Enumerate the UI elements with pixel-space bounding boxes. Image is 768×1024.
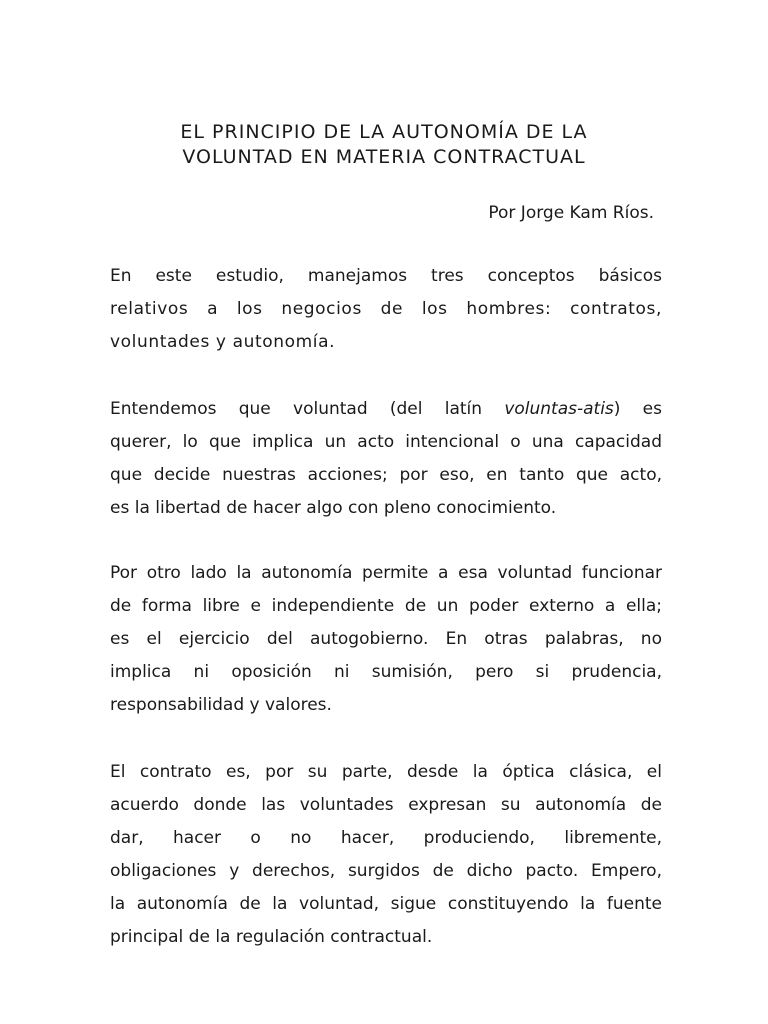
- paragraph-line: acuerdo donde las voluntades expresan su autonomía de: [110, 795, 662, 815]
- paragraph-3: [110, 557, 662, 722]
- author-byline: Por Jorge Kam Ríos.: [488, 203, 654, 223]
- paragraph-line: principal de la regulación contractual.: [110, 927, 433, 947]
- paragraph-line: es la libertad de hacer algo con pleno conocimiento.: [110, 498, 557, 518]
- document-title-line-2: VOLUNTAD EN MATERIA CONTRACTUAL: [182, 146, 586, 168]
- paragraph-line: es el ejercicio del autogobierno. En otras palabras, no: [110, 629, 662, 649]
- paragraph-line: obligaciones y derechos, surgidos de dicho pacto. Empero,: [110, 861, 662, 881]
- paragraph-line: relativos a los negocios de los hombres: contratos,: [110, 299, 662, 319]
- paragraph-1: [110, 260, 662, 359]
- latin-term: voluntas-atis: [504, 399, 614, 419]
- paragraph-2: [110, 393, 662, 525]
- paragraph-line: de forma libre e independiente de un poder externo a ella;: [110, 596, 662, 616]
- paragraph-line: En este estudio, manejamos tres conceptos básicos: [110, 266, 662, 286]
- paragraph-text: ) es: [613, 399, 663, 419]
- document-title-line-1: EL PRINCIPIO DE LA AUTONOMÍA DE LA: [180, 121, 588, 143]
- paragraph-line: [110, 393, 662, 426]
- paragraph-line: El contrato es, por su parte, desde la óptica clásica, el: [110, 762, 662, 782]
- paragraph-line: responsabilidad y valores.: [110, 695, 332, 715]
- paragraph-line: voluntades y autonomía.: [110, 332, 336, 352]
- paragraph-line: dar, hacer o no hacer, produciendo, libremente,: [110, 828, 662, 848]
- paragraph-line: querer, lo que implica un acto intencional o una capacidad: [110, 432, 662, 452]
- paragraph-line: implica ni oposición ni sumisión, pero si prudencia,: [110, 662, 662, 682]
- paragraph-text: Entendemos que voluntad (del latín: [110, 399, 505, 419]
- paragraph-line: que decide nuestras acciones; por eso, en tanto que acto,: [110, 465, 662, 485]
- paragraph-line: Por otro lado la autonomía permite a esa voluntad funcionar: [110, 563, 662, 583]
- paragraph-4: [110, 756, 662, 954]
- paragraph-line: la autonomía de la voluntad, sigue constituyendo la fuente: [110, 894, 662, 914]
